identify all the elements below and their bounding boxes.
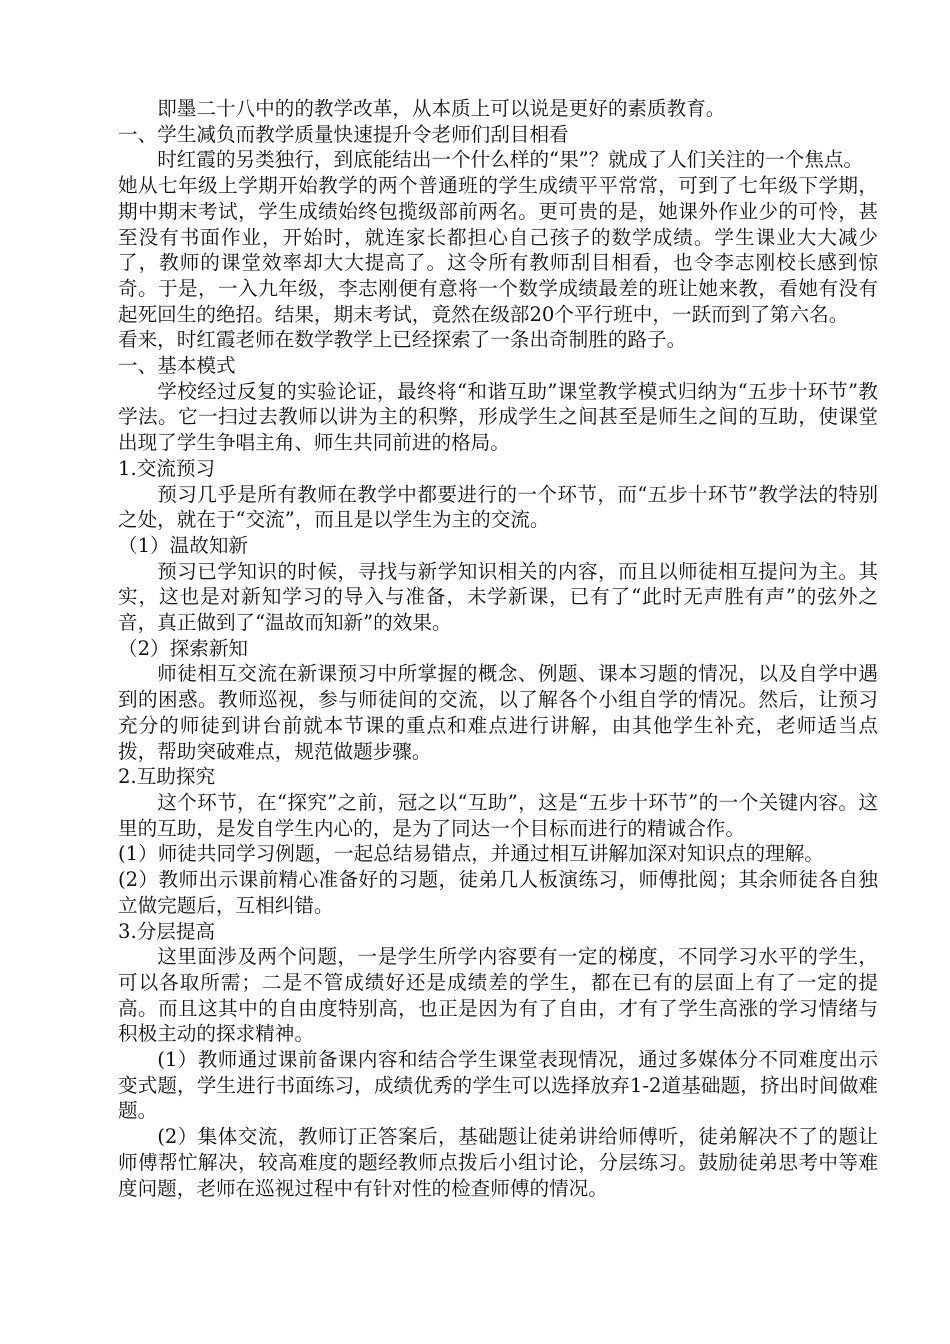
heading-step-1-1: （1）温故知新: [118, 533, 249, 557]
paragraph-step-2: 这个环节，在“探究”之前，冠之以“互助”，这是“五步十环节”的一个关键内容。这里的互助，是发自学生内心的，是为了同达一个目标而进行的精诚合作。: [118, 790, 878, 840]
heading-step-1-2: （2）探索新知: [118, 636, 249, 660]
paragraph-results: 她从七年级上学期开始教学的两个普通班的学生成绩平平常常，可到了七年级下学期，期中期末考试，学生成绩始终包揽级部前两名。更可贵的是，她课外作业少的可怜，甚至没有书面作业，开始时，就连家长都担心自己孩子的数学成绩。学生课业大大减少了，教师的课堂效率却大大提高了。这令所有教师刮目相看，也令李志刚校长感到惊奇。于是，一入九年级，李志刚便有意将一个数学成绩最差的班让她来教，看她有没有起死回生的绝招。结果，期末考试，竟然在级部20个平行班中，一跃而到了第六名。: [118, 174, 878, 326]
document-page: [118, 96, 878, 1201]
paragraph-step-2-item-1: (1）师徒共同学习例题，一起总结易错点，并通过相互讲解加深对知识点的理解。: [118, 842, 824, 866]
heading-basic-mode: 一、基本模式: [118, 354, 236, 378]
paragraph-step-3-item-2: (2）集体交流，教师订正答案后，基础题让徒弟讲给师傅听，徒弟解决不了的题让师傅帮忙解决，较高难度的题经教师点拨后小组讨论，分层练习。鼓励徒弟思考中等难度问题，老师在巡视过程中有针对性的检查师傅的情况。: [118, 1125, 878, 1200]
paragraph-step-3-item-1: (1）教师通过课前备课内容和结合学生课堂表现情况，通过多媒体分不同难度出示变式题，学生进行书面练习，成绩优秀的学生可以选择放弃1-2道基础题，挤出时间做难题。: [118, 1048, 878, 1123]
heading-section-1: 一、学生减负而教学质量快速提升令老师们刮目相看: [118, 122, 569, 146]
paragraph-conclusion: 看来，时红霞老师在数学教学上已经探索了一条出奇制胜的路子。: [118, 328, 687, 352]
heading-step-3: 3.分层提高: [118, 919, 216, 943]
paragraph-step-1-1: 预习已学知识的时候，寻找与新学知识相关的内容，而且以师徒相互提问为主。其实，这也是对新知学习的导入与准备，未学新课，已有了“此时无声胜有声”的弦外之音，真正做到了“温故而知新”的效果。: [118, 559, 878, 635]
paragraph-mode-summary: 学校经过反复的实验论证，最终将“和谐互助”课堂教学模式归纳为“五步十环节”教学法。它一扫过去教师以讲为主的积弊，形成学生之间甚至是师生之间的互助，使课堂出现了学生争唱主角、师生共同前进的格局。: [118, 379, 878, 455]
paragraph-intro: 即墨二十八中的的教学改革，从本质上可以说是更好的素质教育。: [157, 97, 726, 120]
paragraph-step-1: 预习几乎是所有教师在教学中都要进行的一个环节，而“五步十环节”教学法的特别之处，就在于“交流”，而且是以学生为主的交流。: [118, 482, 878, 532]
paragraph-focus: 时红霞的另类独行，到底能结出一个什么样的“果”？就成了人们关注的一个焦点。: [157, 148, 864, 172]
heading-step-2: 2.互助探究: [118, 765, 216, 789]
paragraph-step-3: 这里面涉及两个问题，一是学生所学内容要有一定的梯度，不同学习水平的学生，可以各取所需；二是不管成绩好还是成绩差的学生，都在已有的层面上有了一定的提高。而且这其中的自由度特别高，也正是因为有了自由，才有了学生高涨的学习情绪与积极主动的探求精神。: [118, 945, 878, 1046]
paragraph-step-1-2: 师徒相互交流在新课预习中所掌握的概念、例题、课本习题的情况，以及自学中遇到的困惑。教师巡视，参与师徒间的交流，以了解各个小组自学的情况。然后，让预习充分的师徒到讲台前就本节课的重点和难点进行讲解，由其他学生补充，老师适当点拨，帮助突破难点，规范做题步骤。: [118, 662, 878, 763]
heading-step-1: 1.交流预习: [118, 456, 216, 480]
paragraph-step-2-item-2: (2）教师出示课前精心准备好的习题，徒弟几人板演练习，师傅批阅；其余师徒各自独立做完题后，互相纠错。: [118, 868, 878, 917]
